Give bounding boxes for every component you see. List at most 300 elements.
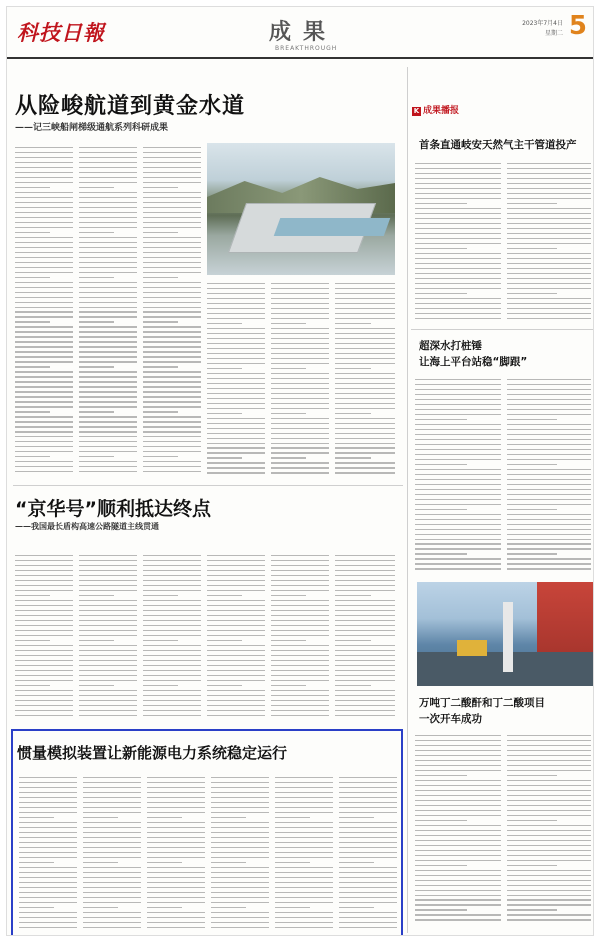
text-line	[415, 740, 501, 741]
text-line	[143, 396, 201, 397]
text-line	[79, 162, 137, 163]
text-line	[79, 182, 137, 183]
text-line	[83, 877, 141, 878]
text-line	[143, 700, 201, 701]
text-line	[207, 428, 265, 429]
text-line	[507, 870, 591, 871]
text-line	[15, 331, 73, 332]
text-line	[507, 208, 591, 209]
text-line	[79, 570, 137, 571]
article3-col4	[211, 777, 269, 932]
text-line	[415, 840, 501, 841]
text-line	[271, 630, 329, 631]
text-line	[79, 381, 137, 382]
text-line	[79, 406, 137, 407]
text-line	[271, 685, 306, 686]
text-line	[15, 570, 73, 571]
article3-col1	[19, 777, 77, 932]
text-line	[415, 909, 467, 910]
text-line	[143, 212, 201, 213]
text-line	[415, 895, 501, 896]
text-line	[271, 428, 329, 429]
text-line	[507, 563, 591, 564]
text-line	[15, 297, 73, 298]
text-line	[147, 892, 205, 893]
text-line	[335, 368, 371, 369]
text-line	[79, 555, 137, 556]
text-line	[79, 715, 137, 716]
text-line	[415, 298, 501, 299]
text-line	[507, 268, 591, 269]
text-line	[271, 328, 329, 329]
text-line	[83, 857, 141, 858]
text-line	[271, 338, 329, 339]
text-line	[79, 680, 137, 681]
text-line	[83, 787, 141, 788]
article1-col6	[335, 283, 395, 477]
text-line	[415, 509, 467, 510]
text-line	[143, 302, 201, 303]
text-line	[143, 446, 201, 447]
text-line	[19, 917, 77, 918]
text-line	[207, 343, 265, 344]
text-line	[335, 438, 395, 439]
text-line	[271, 383, 329, 384]
news-briefs-tag	[412, 103, 459, 116]
text-line	[211, 857, 269, 858]
text-line	[15, 645, 73, 646]
article3-col2	[83, 777, 141, 932]
text-line	[147, 912, 205, 913]
text-line	[79, 321, 114, 322]
text-line	[143, 282, 201, 283]
text-line	[207, 298, 265, 299]
text-line	[275, 782, 333, 783]
text-line	[415, 474, 501, 475]
text-line	[335, 378, 395, 379]
text-line	[143, 297, 201, 298]
news-briefs-label: 成果播报	[423, 106, 460, 116]
text-line	[211, 837, 269, 838]
text-line	[79, 441, 137, 442]
brief2-headline-line1: 超深水打桩锤	[419, 340, 482, 352]
text-line	[79, 307, 137, 308]
text-line	[147, 897, 205, 898]
text-line	[415, 459, 501, 460]
text-line	[147, 917, 205, 918]
text-line	[415, 414, 501, 415]
text-line	[79, 710, 137, 711]
text-line	[143, 207, 201, 208]
text-line	[415, 404, 501, 405]
text-line	[207, 580, 265, 581]
text-line	[339, 857, 397, 858]
text-line	[207, 715, 265, 716]
text-line	[335, 700, 395, 701]
text-line	[79, 565, 137, 566]
brief3-headline-line1: 万吨丁二酸酐和丁二酸项目	[419, 697, 545, 709]
text-line	[507, 860, 591, 861]
text-line	[207, 433, 265, 434]
text-line	[79, 302, 137, 303]
text-line	[207, 378, 265, 379]
text-line	[15, 426, 73, 427]
text-line	[507, 424, 591, 425]
text-line	[15, 695, 73, 696]
text-line	[339, 827, 397, 828]
text-line	[147, 802, 205, 803]
text-line	[207, 700, 265, 701]
text-line	[415, 820, 467, 821]
issue-date: 2023年7月4日	[522, 20, 563, 27]
text-line	[83, 797, 141, 798]
text-line	[79, 202, 137, 203]
text-line	[415, 745, 501, 746]
text-line	[415, 855, 501, 856]
text-line	[335, 600, 395, 601]
text-line	[19, 872, 77, 873]
text-line	[339, 822, 397, 823]
text-line	[415, 303, 501, 304]
text-line	[415, 168, 501, 169]
text-line	[507, 459, 591, 460]
text-line	[15, 456, 50, 457]
text-line	[143, 585, 201, 586]
text-line	[147, 777, 205, 778]
text-line	[143, 590, 201, 591]
text-line	[507, 489, 591, 490]
text-line	[415, 850, 501, 851]
text-line	[211, 792, 269, 793]
text-line	[415, 845, 501, 846]
text-line	[271, 715, 329, 716]
text-line	[335, 595, 371, 596]
article2-col6	[335, 555, 395, 719]
text-line	[143, 600, 201, 601]
text-line	[335, 408, 395, 409]
text-line	[507, 543, 591, 544]
text-line	[143, 695, 201, 696]
text-line	[15, 436, 73, 437]
text-line	[143, 147, 201, 148]
text-line	[15, 212, 73, 213]
newspaper-logo: 科技日報	[17, 20, 105, 45]
text-line	[15, 715, 73, 716]
text-line	[211, 912, 269, 913]
text-line	[507, 449, 591, 450]
pile-hammer-photo	[417, 582, 593, 686]
text-line	[207, 595, 242, 596]
text-line	[275, 837, 333, 838]
text-line	[143, 182, 201, 183]
article2-col5	[271, 555, 329, 719]
text-line	[79, 630, 137, 631]
text-line	[15, 366, 50, 367]
text-line	[507, 203, 557, 204]
text-line	[211, 907, 246, 908]
text-line	[143, 630, 201, 631]
text-line	[79, 575, 137, 576]
text-line	[143, 471, 201, 472]
text-line	[143, 670, 201, 671]
text-line	[207, 695, 265, 696]
text-line	[507, 865, 557, 866]
text-line	[79, 316, 137, 317]
text-line	[79, 232, 114, 233]
text-line	[15, 326, 73, 327]
text-line	[507, 914, 591, 915]
text-line	[143, 560, 201, 561]
text-line	[275, 862, 310, 863]
text-line	[211, 867, 269, 868]
text-line	[207, 570, 265, 571]
text-line	[335, 467, 395, 468]
text-line	[415, 424, 501, 425]
text-line	[339, 837, 397, 838]
text-line	[147, 792, 205, 793]
text-line	[271, 343, 329, 344]
text-line	[271, 650, 329, 651]
text-line	[507, 765, 591, 766]
text-line	[19, 892, 77, 893]
text-line	[207, 575, 265, 576]
text-line	[143, 167, 201, 168]
text-line	[211, 827, 269, 828]
text-line	[211, 822, 269, 823]
text-line	[339, 862, 374, 863]
text-line	[19, 807, 77, 808]
text-line	[79, 665, 137, 666]
text-line	[19, 902, 77, 903]
text-line	[15, 580, 73, 581]
text-line	[335, 452, 395, 453]
text-line	[415, 469, 501, 470]
text-line	[507, 384, 591, 385]
text-line	[415, 775, 467, 776]
text-line	[415, 173, 501, 174]
text-line	[335, 650, 395, 651]
text-line	[15, 287, 73, 288]
text-line	[335, 660, 395, 661]
text-line	[79, 461, 137, 462]
text-line	[211, 917, 269, 918]
text-line	[415, 198, 501, 199]
text-line	[507, 750, 591, 751]
text-line	[335, 695, 395, 696]
text-line	[415, 890, 501, 891]
text-line	[339, 892, 397, 893]
text-line	[207, 690, 265, 691]
text-line	[275, 797, 333, 798]
text-line	[335, 675, 395, 676]
text-line	[15, 660, 73, 661]
text-line	[271, 283, 329, 284]
text-line	[271, 452, 329, 453]
text-line	[275, 852, 333, 853]
text-line	[415, 810, 501, 811]
text-line	[147, 807, 205, 808]
text-line	[271, 403, 329, 404]
text-line	[15, 605, 73, 606]
text-line	[79, 640, 114, 641]
text-line	[207, 388, 265, 389]
text-line	[15, 376, 73, 377]
text-line	[275, 927, 333, 928]
text-line	[79, 421, 137, 422]
text-line	[415, 263, 501, 264]
text-line	[271, 625, 329, 626]
text-line	[507, 805, 591, 806]
text-line	[507, 553, 557, 554]
text-line	[271, 348, 329, 349]
text-line	[339, 872, 397, 873]
text-line	[507, 740, 591, 741]
text-line	[207, 600, 265, 601]
text-line	[79, 605, 137, 606]
text-line	[271, 705, 329, 706]
text-line	[83, 777, 141, 778]
text-line	[507, 840, 591, 841]
text-line	[143, 262, 201, 263]
text-line	[415, 489, 501, 490]
text-line	[19, 832, 77, 833]
text-line	[207, 555, 265, 556]
text-line	[79, 287, 137, 288]
text-line	[15, 172, 73, 173]
masthead	[7, 7, 594, 59]
text-line	[207, 353, 265, 354]
text-line	[147, 872, 205, 873]
text-line	[143, 311, 201, 312]
text-line	[207, 423, 265, 424]
text-line	[339, 847, 397, 848]
text-line	[507, 539, 591, 540]
text-line	[507, 308, 591, 309]
text-line	[507, 909, 557, 910]
text-line	[79, 590, 137, 591]
text-line	[275, 787, 333, 788]
text-line	[507, 760, 591, 761]
text-line	[339, 907, 374, 908]
text-line	[15, 182, 73, 183]
text-line	[79, 660, 137, 661]
text-line	[415, 494, 501, 495]
text-line	[507, 919, 591, 920]
text-line	[79, 341, 137, 342]
text-line	[15, 411, 50, 412]
text-line	[507, 253, 591, 254]
text-line	[507, 419, 557, 420]
text-line	[143, 605, 201, 606]
text-line	[271, 363, 329, 364]
text-line	[211, 882, 269, 883]
text-line	[83, 792, 141, 793]
text-line	[15, 232, 50, 233]
text-line	[15, 207, 73, 208]
text-line	[143, 361, 201, 362]
text-line	[15, 391, 73, 392]
text-line	[79, 267, 137, 268]
text-line	[19, 927, 77, 928]
text-line	[335, 343, 395, 344]
text-line	[15, 441, 73, 442]
text-line	[275, 832, 333, 833]
text-line	[415, 253, 501, 254]
text-line	[15, 451, 73, 452]
text-line	[335, 655, 395, 656]
text-line	[271, 318, 329, 319]
text-line	[79, 655, 137, 656]
text-line	[275, 912, 333, 913]
text-line	[211, 927, 269, 928]
text-line	[143, 222, 201, 223]
text-line	[335, 565, 395, 566]
text-line	[143, 645, 201, 646]
text-line	[211, 892, 269, 893]
text-line	[415, 563, 501, 564]
text-line	[15, 421, 73, 422]
brief1-headline: 首条直通岐安天然气主干管道投产	[419, 139, 577, 151]
text-line	[335, 605, 395, 606]
text-line	[15, 222, 73, 223]
text-line	[271, 620, 329, 621]
text-line	[147, 862, 182, 863]
text-line	[143, 267, 201, 268]
text-line	[507, 213, 591, 214]
text-line	[271, 660, 329, 661]
text-line	[335, 620, 395, 621]
text-line	[335, 635, 395, 636]
text-line	[15, 167, 73, 168]
text-line	[507, 745, 591, 746]
text-line	[271, 423, 329, 424]
text-line	[19, 817, 54, 818]
text-line	[271, 665, 329, 666]
text-line	[507, 404, 591, 405]
text-line	[271, 710, 329, 711]
text-line	[339, 902, 397, 903]
text-line	[147, 782, 205, 783]
text-line	[83, 847, 141, 848]
text-line	[271, 610, 329, 611]
text-line	[143, 595, 178, 596]
text-line	[275, 842, 333, 843]
ship-lock-photo	[207, 143, 395, 275]
text-line	[83, 897, 141, 898]
text-line	[143, 426, 201, 427]
text-line	[207, 605, 265, 606]
text-line	[143, 237, 201, 238]
text-line	[335, 580, 395, 581]
text-line	[335, 308, 395, 309]
text-line	[79, 272, 137, 273]
text-line	[79, 600, 137, 601]
text-line	[415, 760, 501, 761]
text-line	[83, 812, 141, 813]
text-line	[15, 197, 73, 198]
text-line	[335, 388, 395, 389]
text-line	[15, 560, 73, 561]
text-line	[415, 178, 501, 179]
text-line	[83, 902, 141, 903]
text-line	[275, 892, 333, 893]
text-line	[79, 386, 137, 387]
text-line	[15, 690, 73, 691]
text-line	[15, 371, 73, 372]
text-line	[207, 333, 265, 334]
text-line	[335, 457, 371, 458]
text-line	[143, 386, 201, 387]
